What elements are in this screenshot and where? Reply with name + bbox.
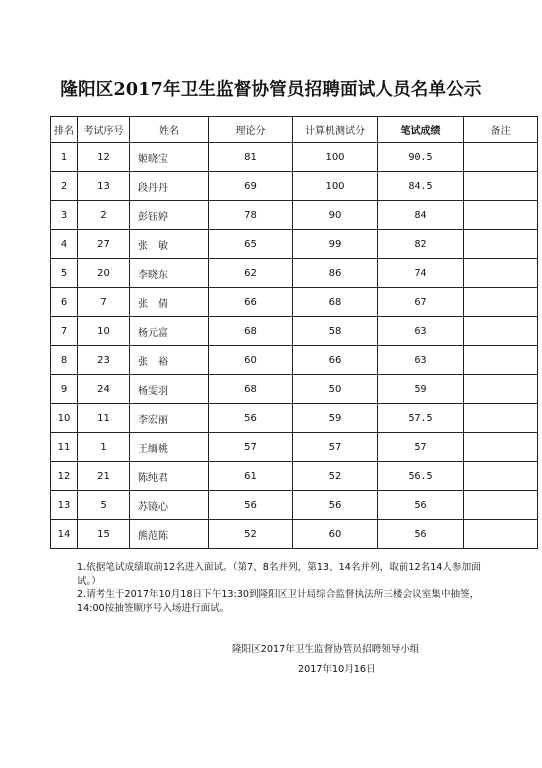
cell-computer: 60 xyxy=(293,520,378,549)
cell-remarks xyxy=(464,346,538,375)
cell-written: 67 xyxy=(378,288,464,317)
table-row xyxy=(51,520,538,549)
cell-theory: 60 xyxy=(209,346,293,375)
cell-rank: 7 xyxy=(51,317,78,346)
cell-written: 56 xyxy=(378,491,464,520)
table-row xyxy=(51,230,538,259)
cell-exam-no: 1 xyxy=(78,433,130,462)
cell-exam-no: 7 xyxy=(78,288,130,317)
cell-theory: 61 xyxy=(209,462,293,491)
cell-exam-no: 10 xyxy=(78,317,130,346)
cell-name: 杨雯羽 xyxy=(130,375,209,404)
cell-computer: 66 xyxy=(293,346,378,375)
cell-remarks xyxy=(464,259,538,288)
cell-rank: 12 xyxy=(51,462,78,491)
notes xyxy=(77,561,497,615)
cell-rank: 10 xyxy=(51,404,78,433)
cell-computer: 90 xyxy=(293,201,378,230)
cell-computer: 56 xyxy=(293,491,378,520)
cell-theory: 68 xyxy=(209,317,293,346)
cell-exam-no: 23 xyxy=(78,346,130,375)
table-row xyxy=(51,404,538,433)
cell-theory: 56 xyxy=(209,404,293,433)
cell-theory: 65 xyxy=(209,230,293,259)
cell-written: 84.5 xyxy=(378,172,464,201)
cell-name: 张 倩 xyxy=(130,288,209,317)
cell-written: 63 xyxy=(378,317,464,346)
cell-computer: 99 xyxy=(293,230,378,259)
table-row xyxy=(51,288,538,317)
cell-name: 段丹丹 xyxy=(130,172,209,201)
cell-written: 57.5 xyxy=(378,404,464,433)
cell-theory: 78 xyxy=(209,201,293,230)
table-row xyxy=(51,462,538,491)
cell-exam-no: 12 xyxy=(78,143,130,172)
cell-rank: 6 xyxy=(51,288,78,317)
header-name: 姓名 xyxy=(130,117,209,143)
cell-remarks xyxy=(464,520,538,549)
cell-name: 熊范陈 xyxy=(130,520,209,549)
cell-exam-no: 27 xyxy=(78,230,130,259)
cell-computer: 52 xyxy=(293,462,378,491)
cell-computer: 100 xyxy=(293,143,378,172)
header-exam-no: 考试序号 xyxy=(78,117,130,143)
cell-name: 李晓东 xyxy=(130,259,209,288)
cell-name: 李宏丽 xyxy=(130,404,209,433)
cell-written: 59 xyxy=(378,375,464,404)
cell-theory: 57 xyxy=(209,433,293,462)
cell-exam-no: 24 xyxy=(78,375,130,404)
cell-rank: 14 xyxy=(51,520,78,549)
table-row xyxy=(51,172,538,201)
cell-rank: 1 xyxy=(51,143,78,172)
note-1: 1.依据笔试成绩取前12名进入面试。（第7、8名并列，第13、14名并列，取前12名14人参加面试。） xyxy=(77,562,481,587)
cell-computer: 58 xyxy=(293,317,378,346)
cell-remarks xyxy=(464,230,538,259)
cell-written: 90.5 xyxy=(378,143,464,172)
header-theory: 理论分 xyxy=(209,117,293,143)
cell-theory: 56 xyxy=(209,491,293,520)
cell-exam-no: 13 xyxy=(78,172,130,201)
cell-exam-no: 5 xyxy=(78,491,130,520)
cell-remarks xyxy=(464,433,538,462)
cell-written: 56.5 xyxy=(378,462,464,491)
cell-rank: 5 xyxy=(51,259,78,288)
cell-name: 张 裕 xyxy=(130,346,209,375)
cell-remarks xyxy=(464,404,538,433)
cell-theory: 66 xyxy=(209,288,293,317)
cell-remarks xyxy=(464,143,538,172)
header-computer: 计算机测试分 xyxy=(293,117,378,143)
table-row xyxy=(51,491,538,520)
cell-exam-no: 2 xyxy=(78,201,130,230)
cell-remarks xyxy=(464,375,538,404)
cell-written: 82 xyxy=(378,230,464,259)
table-row xyxy=(51,317,538,346)
cell-theory: 69 xyxy=(209,172,293,201)
cell-written: 74 xyxy=(378,259,464,288)
page-title: 隆阳区2017年卫生监督协管员招聘面试人员名单公示 xyxy=(60,80,482,100)
cell-rank: 2 xyxy=(51,172,78,201)
signature-date: 2017年10月16日 xyxy=(298,664,376,675)
cell-rank: 8 xyxy=(51,346,78,375)
cell-remarks xyxy=(464,462,538,491)
table-row xyxy=(51,259,538,288)
cell-written: 57 xyxy=(378,433,464,462)
cell-computer: 68 xyxy=(293,288,378,317)
cell-written: 56 xyxy=(378,520,464,549)
cell-theory: 62 xyxy=(209,259,293,288)
cell-name: 苏镜心 xyxy=(130,491,209,520)
table-row xyxy=(51,143,538,172)
cell-written: 84 xyxy=(378,201,464,230)
cell-computer: 100 xyxy=(293,172,378,201)
cell-rank: 3 xyxy=(51,201,78,230)
cell-exam-no: 20 xyxy=(78,259,130,288)
candidate-table xyxy=(50,116,538,549)
note-2: 2.请考生于2017年10月18日下午13:30到隆阳区卫计局综合监督执法所三楼会议室集中抽签，14:00按抽签顺序号入场进行面试。 xyxy=(77,589,480,614)
table-row xyxy=(51,346,538,375)
cell-exam-no: 11 xyxy=(78,404,130,433)
cell-name: 陈纯君 xyxy=(130,462,209,491)
cell-computer: 59 xyxy=(293,404,378,433)
cell-remarks xyxy=(464,491,538,520)
cell-name: 杨元富 xyxy=(130,317,209,346)
table-row xyxy=(51,375,538,404)
header-written: 笔试成绩 xyxy=(378,117,464,143)
cell-exam-no: 21 xyxy=(78,462,130,491)
header-rank: 排名 xyxy=(51,117,78,143)
cell-name: 姬晓宝 xyxy=(130,143,209,172)
cell-rank: 13 xyxy=(51,491,78,520)
cell-written: 63 xyxy=(378,346,464,375)
cell-name: 张 敏 xyxy=(130,230,209,259)
cell-rank: 11 xyxy=(51,433,78,462)
cell-theory: 52 xyxy=(209,520,293,549)
cell-remarks xyxy=(464,172,538,201)
header-remarks: 备注 xyxy=(464,117,538,143)
cell-computer: 57 xyxy=(293,433,378,462)
cell-remarks xyxy=(464,317,538,346)
cell-rank: 9 xyxy=(51,375,78,404)
cell-theory: 81 xyxy=(209,143,293,172)
cell-exam-no: 15 xyxy=(78,520,130,549)
table-row xyxy=(51,201,538,230)
cell-name: 王缅桃 xyxy=(130,433,209,462)
table-header-row xyxy=(51,117,538,143)
cell-remarks xyxy=(464,201,538,230)
table-row xyxy=(51,433,538,462)
cell-remarks xyxy=(464,288,538,317)
cell-name: 彭钰婷 xyxy=(130,201,209,230)
cell-theory: 68 xyxy=(209,375,293,404)
signature-organization: 隆阳区2017年卫生监督协管员招聘领导小组 xyxy=(232,644,420,655)
cell-computer: 50 xyxy=(293,375,378,404)
cell-rank: 4 xyxy=(51,230,78,259)
cell-computer: 86 xyxy=(293,259,378,288)
